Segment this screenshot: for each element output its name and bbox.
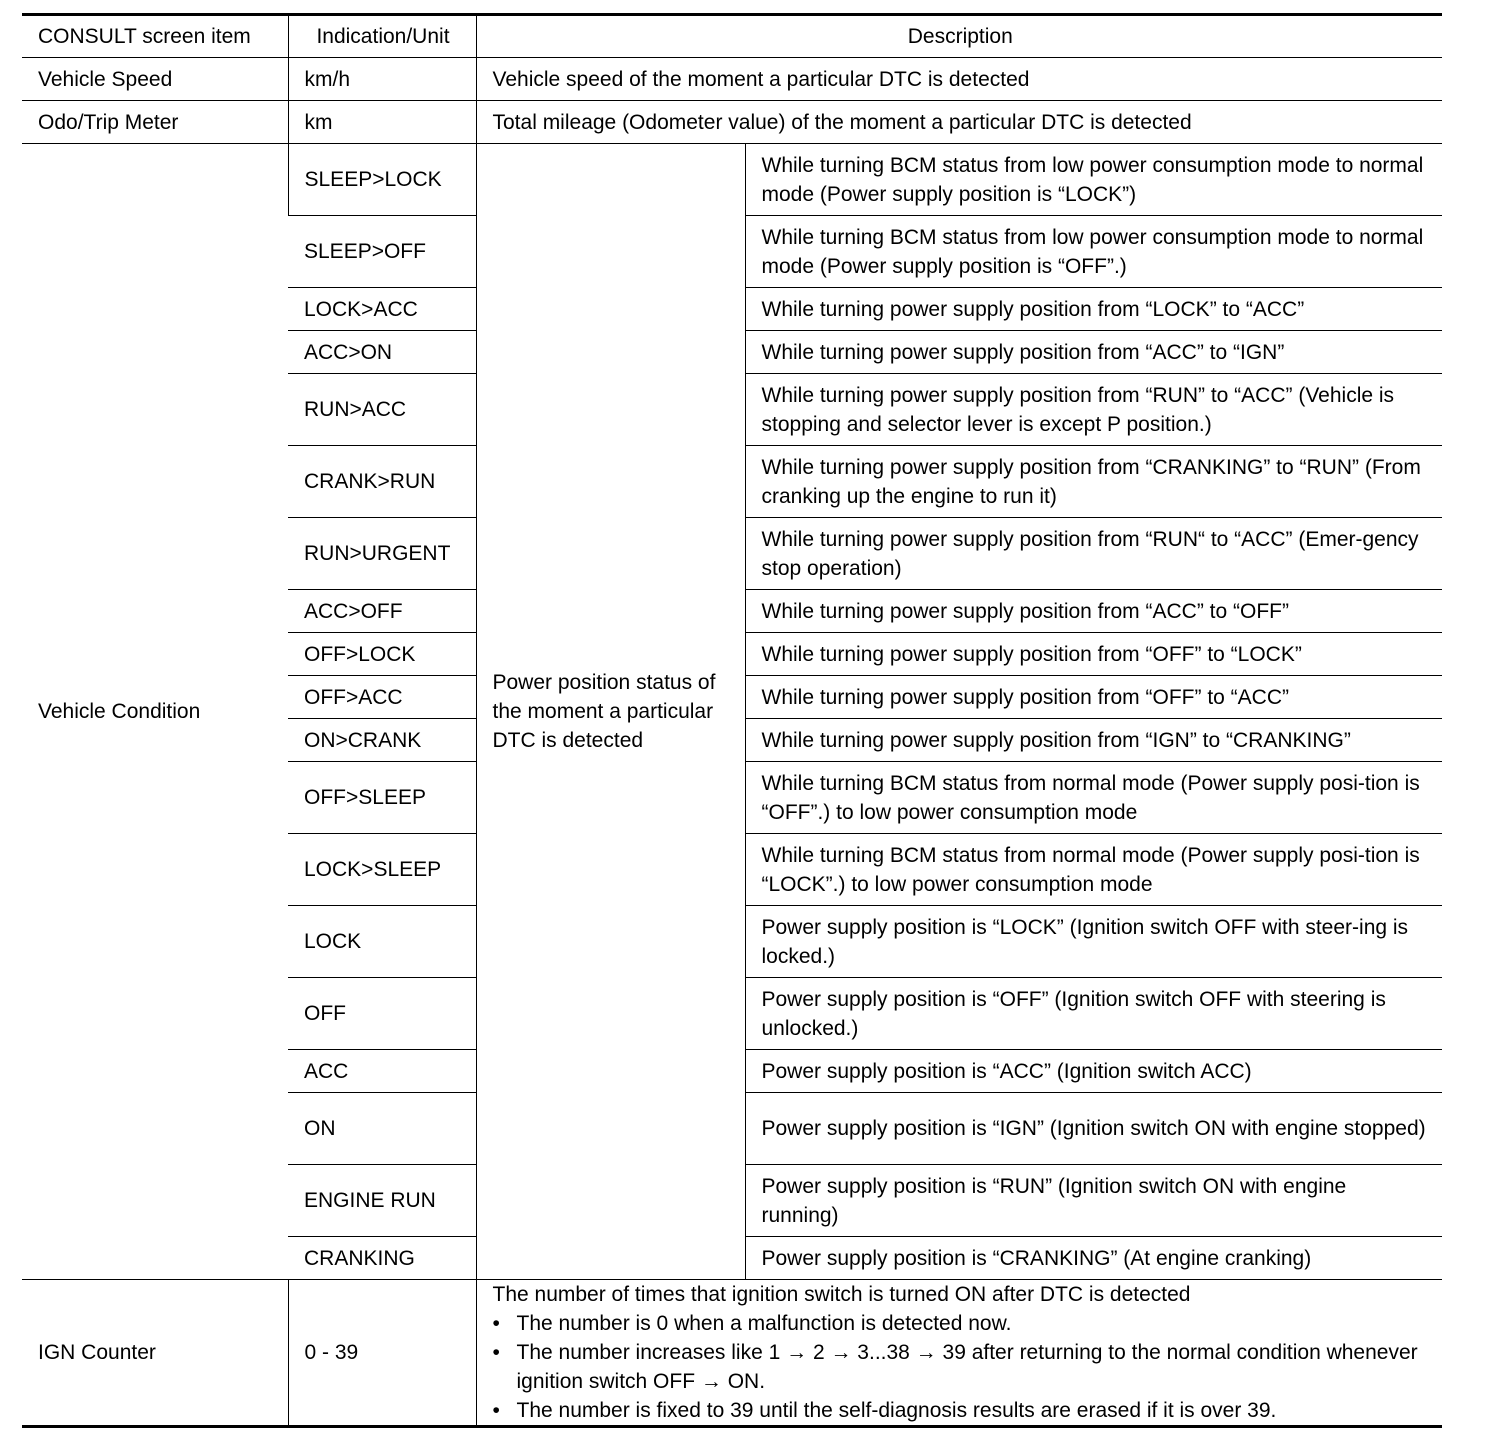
table-header-row [22,15,1442,58]
indication-cell: ACC>ON [288,331,476,374]
state-description-cell: While turning power supply position from “OFF” to “LOCK” [745,633,1442,676]
bullet-item: • The number is fixed to 39 until the self-diagnosis results are erased if it is over 39. [493,1396,1429,1425]
description-cell: Total mileage (Odometer value) of the moment a particular DTC is detected [476,101,1442,144]
state-description-cell: While turning power supply position from “IGN” to “CRANKING” [745,719,1442,762]
ign-counter-bullet-list [493,1309,1429,1425]
description-cell: Vehicle speed of the moment a particular DTC is detected [476,58,1442,101]
bullet-item: • The number is 0 when a malfunction is detected now. [493,1309,1429,1338]
indication-cell: CRANKING [288,1237,476,1280]
unit-cell: km/h [288,58,476,101]
indication-cell: OFF>SLEEP [288,762,476,834]
header-consult-screen-item: CONSULT screen item [22,15,288,58]
header-indication-unit: Indication/Unit [288,15,476,58]
indication-cell: ON [288,1093,476,1165]
indication-cell: LOCK [288,906,476,978]
unit-cell: km [288,101,476,144]
state-description-cell: Power supply position is “LOCK” (Ignition switch OFF with steer-ing is locked.) [745,906,1442,978]
indication-cell: OFF>ACC [288,676,476,719]
consult-item-table [22,13,1442,1428]
item-cell: IGN Counter [22,1280,288,1427]
header-description: Description [476,15,1442,58]
indication-cell: CRANK>RUN [288,446,476,518]
state-description-cell: Power supply position is “OFF” (Ignition switch OFF with steering is unlocked.) [745,978,1442,1050]
state-description-cell: While turning power supply position from “RUN“ to “ACC” (Emer-gency stop operation) [745,518,1442,590]
indication-cell: ON>CRANK [288,719,476,762]
state-description-cell: While turning power supply position from “ACC” to “OFF” [745,590,1442,633]
indication-cell: SLEEP>OFF [288,216,476,288]
ign-counter-description [476,1280,1442,1427]
indication-cell: ENGINE RUN [288,1165,476,1237]
table-row-vehicle-speed [22,58,1442,101]
indication-cell: ACC>OFF [288,590,476,633]
state-description-cell: While turning BCM status from low power consumption mode to normal mode (Power supply position is “LOCK”) [745,144,1442,216]
table-row-ign-counter [22,1280,1442,1427]
unit-cell: 0 - 39 [288,1280,476,1427]
indication-cell: OFF>LOCK [288,633,476,676]
ign-counter-intro: The number of times that ignition switch is turned ON after DTC is detected [492,1283,1191,1306]
state-description-cell: While turning power supply position from “OFF” to “ACC” [745,676,1442,719]
state-description-cell: While turning power supply position from “RUN” to “ACC” (Vehicle is stopping and selector lever is except P position.) [745,374,1442,446]
state-description-cell: Power supply position is “RUN” (Ignition switch ON with engine running) [745,1165,1442,1237]
indication-cell: RUN>URGENT [288,518,476,590]
item-cell: Vehicle Speed [22,58,288,101]
state-description-cell: While turning BCM status from low power consumption mode to normal mode (Power supply position is “OFF”.) [745,216,1442,288]
item-cell-vehicle-condition: Vehicle Condition [22,144,288,1280]
vehicle-condition-summary: Power position status of the moment a particular DTC is detected [476,144,745,1280]
indication-cell: OFF [288,978,476,1050]
state-description-cell: While turning power supply position from “ACC” to “IGN” [745,331,1442,374]
state-description-cell: While turning BCM status from normal mode (Power supply posi-tion is “OFF”.) to low power consumption mode [745,762,1442,834]
bullet-item: • The number increases like 1 → 2 → 3...38 → 39 after returning to the normal condition whenever ignition switch OFF → ON. [493,1338,1429,1396]
indication-cell: LOCK>ACC [288,288,476,331]
indication-cell: SLEEP>LOCK [288,144,476,216]
state-description-cell: Power supply position is “IGN” (Ignition switch ON with engine stopped) [745,1093,1442,1165]
indication-cell: ACC [288,1050,476,1093]
state-description-cell: Power supply position is “CRANKING” (At engine cranking) [745,1237,1442,1280]
state-description-cell: While turning power supply position from “LOCK” to “ACC” [745,288,1442,331]
item-cell: Odo/Trip Meter [22,101,288,144]
indication-cell: LOCK>SLEEP [288,834,476,906]
state-description-cell: While turning power supply position from “CRANKING” to “RUN” (From cranking up the engine to run it) [745,446,1442,518]
table-row-vehicle-condition [22,144,1442,216]
state-description-cell: While turning BCM status from normal mode (Power supply posi-tion is “LOCK”.) to low power consumption mode [745,834,1442,906]
indication-cell: RUN>ACC [288,374,476,446]
state-description-cell: Power supply position is “ACC” (Ignition switch ACC) [745,1050,1442,1093]
table-row-odo-trip-meter [22,101,1442,144]
